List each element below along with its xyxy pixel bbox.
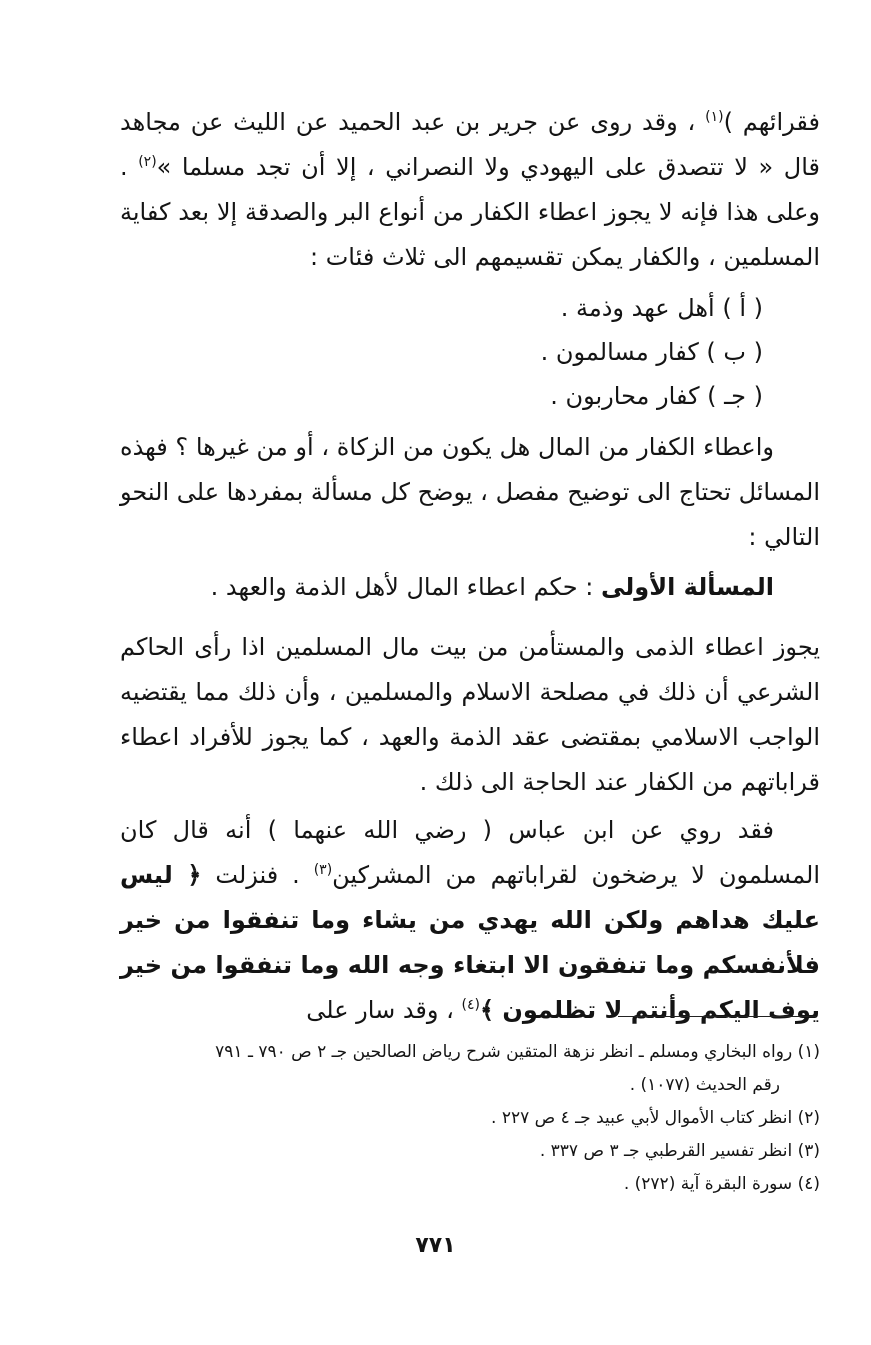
footnote-ref-2: (٢) xyxy=(138,154,157,170)
paragraph-text: يجوز اعطاء الذمى والمستأمن من بيت مال المسلمين اذا رأى الحاكم الشرعي أن ذلك في مصلحة الاسلام والمسلمين ، وأن ذلك مما يقتضيه الواجب الاسلامي بمقتضى عقد الذمة والعهد ، كما يجوز للأفراد اعطاء قراباتهم من الكفار عند الحاجة الى ذلك . xyxy=(120,633,820,796)
paragraph-text: فقد روي عن ابن عباس ( رضي الله عنهما ) أنه قال كان المسلمون لا يرضخون لقراباتهم من المشركين xyxy=(120,816,821,889)
list-item: ( جـ ) كفار محاربون . xyxy=(550,382,763,410)
footnote-ref-1: (١) xyxy=(705,109,724,125)
footnotes xyxy=(110,1036,820,1201)
footnote-1-continuation: رقم الحديث (١٠٧٧) . xyxy=(629,1075,780,1095)
categories-list xyxy=(163,286,763,418)
quran-quote: ﴿ ليس عليك هداهم ولكن الله يهدي من يشاء وما تنفقوا من خير فلأنفسكم وما تنفقون الا ابتغاء وجه الله وما تنفقوا من خير يوف اليكم وأنتم لا تظلمون ﴾ xyxy=(120,861,820,1024)
heading-text: : حكم اعطاء المال لأهل الذمة والعهد . xyxy=(210,573,601,601)
paragraph-ruling xyxy=(120,625,820,805)
footnote-1: (١) رواه البخاري ومسلم ـ انظر نزهة المتقين شرح رياض الصالحين جـ ٢ ص ٧٩٠ ـ ٧٩١ xyxy=(215,1042,820,1062)
footnote-3: (٣) انظر تفسير القرطبي جـ ٣ ص ٣٣٧ . xyxy=(539,1141,820,1161)
page-number: ٧٧١ xyxy=(415,1233,456,1258)
paragraph-text: فقرائهم ) xyxy=(723,108,820,136)
footnote-2: (٢) انظر كتاب الأموال لأبي عبيد جـ ٤ ص ٢٢٧ . xyxy=(491,1108,820,1128)
paragraph-text: ، وقد روى عن جرير بن عبد الحميد عن الليث عن مجاهد قال « لا تتصدق على اليهودي ولا النصراني ، إلا أن تجد مسلما » xyxy=(120,108,820,181)
paragraph-text: . فنزلت xyxy=(201,861,314,889)
footnote-4: (٤) سورة البقرة آية (٢٧٢) . xyxy=(623,1174,820,1194)
paragraph-question xyxy=(120,425,820,560)
footnote-ref-3: (٣) xyxy=(313,862,333,878)
footnote-divider xyxy=(618,1016,816,1017)
list-item: ( أ ) أهل عهد وذمة . xyxy=(560,294,763,322)
paragraph-text: واعطاء الكفار من المال هل يكون من الزكاة ، أو من غيرها ؟ فهذه المسائل تحتاج الى توضيح مفصل ، يوضح كل مسألة بمفردها على النحو التالي : xyxy=(120,433,820,551)
paragraph-evidence xyxy=(120,808,820,1033)
paragraph-text: . وعلى هذا فإنه لا يجوز اعطاء الكفار من أنواع البر والصدقة إلا بعد كفاية المسلمين ، والكفار يمكن تقسيمهم الى ثلاث فئات : xyxy=(120,153,820,271)
section-heading xyxy=(120,565,820,610)
footnote-ref-4: (٤) xyxy=(461,997,480,1013)
list-item: ( ب ) كفار مسالمون . xyxy=(540,338,763,366)
paragraph-text: ، وقد سار على xyxy=(306,996,462,1024)
paragraph-intro xyxy=(120,100,820,280)
heading-label: المسألة الأولى xyxy=(601,573,774,601)
